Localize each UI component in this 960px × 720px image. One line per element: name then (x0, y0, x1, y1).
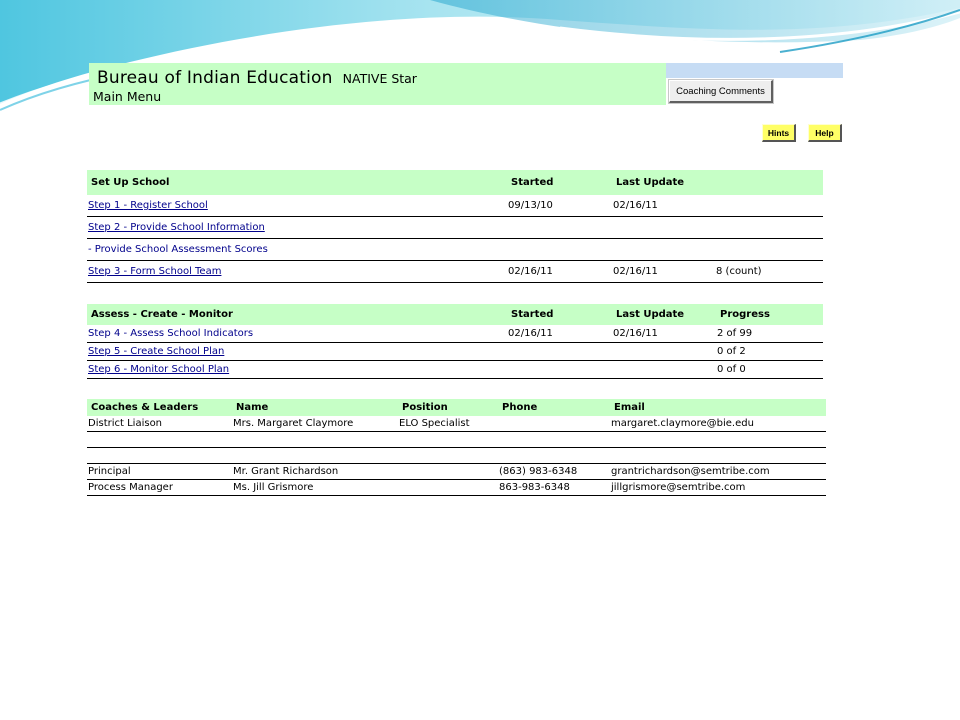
table-row (87, 416, 826, 432)
column-header: Email (610, 399, 826, 416)
phone (498, 416, 610, 432)
column-header (715, 170, 823, 195)
extra-info (715, 217, 823, 239)
column-header: Last Update (612, 170, 715, 195)
progress-value: 0 of 2 (716, 343, 823, 361)
phone (498, 432, 610, 448)
person-name: Mr. Grant Richardson (232, 464, 398, 480)
role (87, 432, 232, 448)
step-4-assess-school-indicators-link[interactable]: Step 4 - Assess School Indicators (88, 328, 254, 339)
column-header: Phone (498, 399, 610, 416)
table-row (87, 361, 823, 379)
extra-info (715, 195, 823, 217)
step-1-register-school-link[interactable]: Step 1 - Register School (88, 200, 208, 211)
last-update-date (612, 343, 716, 361)
started-date (507, 217, 612, 239)
person-name (232, 432, 398, 448)
phone (498, 448, 610, 464)
position: ELO Specialist (398, 416, 498, 432)
email (610, 448, 826, 464)
table-row (87, 195, 823, 217)
table-row (87, 480, 826, 496)
table-row (87, 448, 826, 464)
phone: (863) 983-6348 (498, 464, 610, 480)
email: grantrichardson@semtribe.com (610, 464, 826, 480)
table-row (87, 464, 826, 480)
table-header-row (87, 170, 823, 195)
phone: 863-983-6348 (498, 480, 610, 496)
team-count: 8 (count) (715, 261, 823, 283)
position (398, 448, 498, 464)
table-row (87, 239, 823, 261)
setup-school-table (87, 170, 823, 283)
email: margaret.claymore@bie.edu (610, 416, 826, 432)
coaches-leaders-table (87, 399, 826, 496)
role: District Liaison (87, 416, 232, 432)
last-update-date (612, 239, 715, 261)
step-3-form-school-team-link[interactable]: Step 3 - Form School Team (88, 266, 222, 277)
started-date (507, 239, 612, 261)
column-header: Position (398, 399, 498, 416)
page-title: Bureau of Indian Education (97, 68, 333, 88)
step-2-provide-school-information-link[interactable]: Step 2 - Provide School Information (88, 222, 265, 233)
column-header: Name (232, 399, 398, 416)
main-menu-label: Main Menu (93, 89, 162, 104)
hints-button[interactable]: Hints (762, 124, 796, 142)
table-row (87, 343, 823, 361)
coaching-comments-button[interactable]: Coaching Comments (669, 80, 773, 103)
last-update-date: 02/16/11 (612, 195, 715, 217)
table-row (87, 325, 823, 343)
email: jillgrismore@semtribe.com (610, 480, 826, 496)
position (398, 464, 498, 480)
person-name (232, 448, 398, 464)
column-header: Set Up School (87, 170, 507, 195)
last-update-date (612, 217, 715, 239)
table-row (87, 217, 823, 239)
table-header-row (87, 399, 826, 416)
column-header: Assess - Create - Monitor (87, 304, 507, 325)
step-6-monitor-school-plan-link[interactable]: Step 6 - Monitor School Plan (88, 364, 230, 375)
column-header: Started (507, 170, 612, 195)
app-subtitle: NATIVE Star (342, 71, 417, 86)
help-button[interactable]: Help (808, 124, 842, 142)
role: Principal (87, 464, 232, 480)
person-name: Mrs. Margaret Claymore (232, 416, 398, 432)
started-date: 09/13/10 (507, 195, 612, 217)
step-5-create-school-plan-link[interactable]: Step 5 - Create School Plan (88, 346, 225, 357)
last-update-date (612, 361, 716, 379)
started-date: 02/16/11 (507, 261, 612, 283)
email (610, 432, 826, 448)
extra-info (715, 239, 823, 261)
provide-assessment-scores-item[interactable]: - Provide School Assessment Scores (88, 244, 268, 255)
started-date (507, 343, 612, 361)
table-row (87, 432, 826, 448)
assess-create-monitor-table (87, 304, 823, 379)
role (87, 448, 232, 464)
started-date: 02/16/11 (507, 325, 612, 343)
last-update-date: 02/16/11 (612, 325, 716, 343)
started-date (507, 361, 612, 379)
column-header: Progress (716, 304, 823, 325)
column-header: Coaches & Leaders (87, 399, 232, 416)
title-banner (89, 63, 666, 105)
person-name: Ms. Jill Grismore (232, 480, 398, 496)
table-header-row (87, 304, 823, 325)
progress-value: 0 of 0 (716, 361, 823, 379)
column-header: Last Update (612, 304, 716, 325)
column-header: Started (507, 304, 612, 325)
title-accent-strip (666, 63, 843, 78)
position (398, 480, 498, 496)
last-update-date: 02/16/11 (612, 261, 715, 283)
role: Process Manager (87, 480, 232, 496)
position (398, 432, 498, 448)
progress-value: 2 of 99 (716, 325, 823, 343)
table-row (87, 261, 823, 283)
